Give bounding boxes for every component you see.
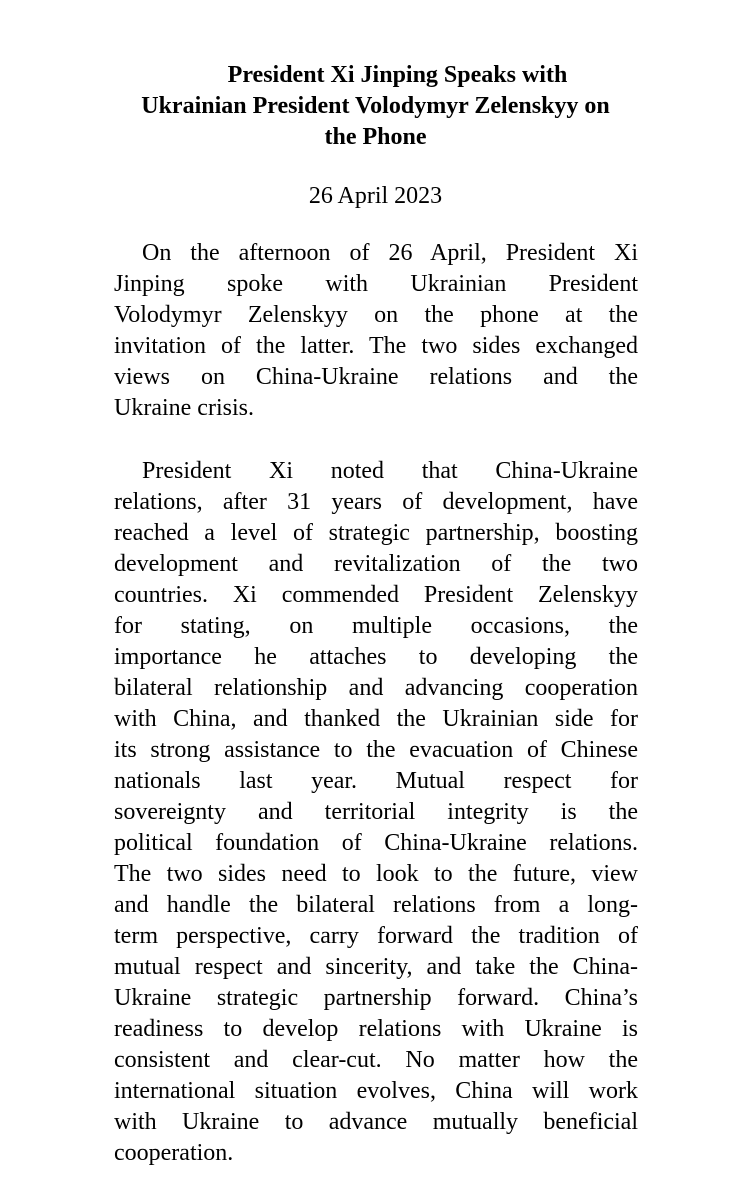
paragraph-line: President Xi noted that China-Ukraine (142, 458, 638, 484)
paragraph-line: cooperation. (114, 1140, 234, 1166)
paragraph-line: and handle the bilateral relations from a long- (114, 892, 638, 918)
paragraph-line: nationals last year. Mutual respect for (114, 768, 638, 794)
paragraph-line: The two sides need to look to the future, view (114, 861, 638, 887)
paragraph-line: relations, after 31 years of development, have (114, 489, 638, 515)
paragraph-line: Ukraine strategic partnership forward. China’s (114, 985, 638, 1011)
document-title (100, 60, 651, 153)
paragraph-line: invitation of the latter. The two sides exchanged (114, 333, 638, 359)
paragraph-line: On the afternoon of 26 April, President Xi (142, 240, 638, 266)
paragraph-line: bilateral relationship and advancing cooperation (114, 675, 638, 701)
paragraph-line: for stating, on multiple occasions, the (114, 613, 638, 639)
paragraph-line: reached a level of strategic partnership, boosting (114, 520, 638, 546)
paragraph-line: with China, and thanked the Ukrainian side for (114, 706, 638, 732)
paragraph-line: with Ukraine to advance mutually beneficial (114, 1109, 638, 1135)
paragraph-line: consistent and clear-cut. No matter how the (114, 1047, 638, 1073)
paragraph-line: international situation evolves, China will work (114, 1078, 638, 1104)
paragraph-line: Jinping spoke with Ukrainian President (114, 271, 638, 297)
paragraph-line: mutual respect and sincerity, and take the China- (114, 954, 638, 980)
paragraph-line: countries. Xi commended President Zelenskyy (114, 582, 638, 608)
paragraph-line: development and revitalization of the two (114, 551, 638, 577)
paragraph-2 (114, 456, 638, 1169)
paragraph-line: political foundation of China-Ukraine relations. (114, 830, 638, 856)
title-line: Ukrainian President Volodymyr Zelenskyy on (141, 93, 610, 119)
paragraph-line: readiness to develop relations with Ukraine is (114, 1016, 638, 1042)
document-date: 26 April 2023 (308, 183, 443, 209)
paragraph-1 (114, 238, 638, 424)
paragraph-line: importance he attaches to developing the (114, 644, 638, 670)
paragraph-line: sovereignty and territorial integrity is the (114, 799, 638, 825)
paragraph-line: views on China-Ukraine relations and the (114, 364, 638, 390)
paragraph-line: Volodymyr Zelenskyy on the phone at the (114, 302, 638, 328)
paragraph-line: Ukraine crisis. (114, 395, 254, 421)
paragraph-line: term perspective, carry forward the tradition of (114, 923, 638, 949)
paragraph-line: its strong assistance to the evacuation of Chinese (114, 737, 638, 763)
title-line: the Phone (324, 124, 427, 150)
title-line: President Xi Jinping Speaks with (227, 62, 568, 88)
